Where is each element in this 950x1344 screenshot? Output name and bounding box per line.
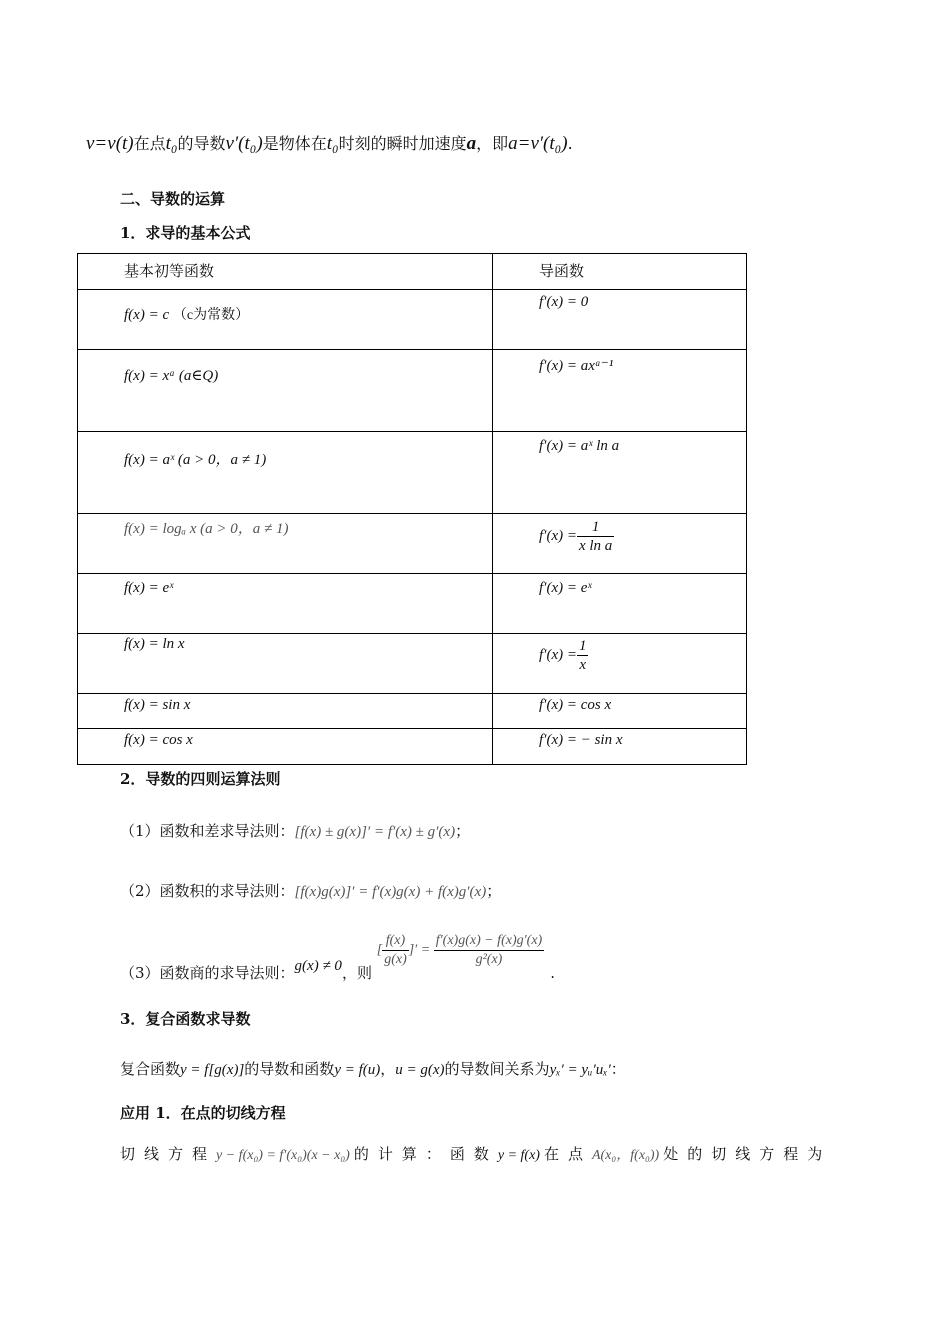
row-function: f(x) = logₐ x (a > 0，a ≠ 1) xyxy=(124,521,289,537)
comp-text-4: 的导数间关系为 xyxy=(444,1060,550,1078)
intro-expr-eq: a=v′(t₀) xyxy=(508,133,568,154)
rule1-label: （1）函数和差求导法则： xyxy=(120,822,295,840)
composite-derivative-line xyxy=(120,1058,626,1079)
rule-sum-difference xyxy=(120,820,470,841)
intro-text-6: . xyxy=(567,134,573,153)
rule2-end: ； xyxy=(486,882,502,900)
table-row xyxy=(78,729,747,765)
intro-text-4: 时刻的瞬时加速度 xyxy=(338,134,467,153)
comp-text-2: 的导数和函数 xyxy=(244,1060,335,1078)
comp-expr-3: u = g(x) xyxy=(395,1062,445,1078)
subsection-basic-formulas: 1．求导的基本公式 xyxy=(120,224,251,242)
intro-text-3: 是物体在 xyxy=(262,134,327,153)
intro-expr-t0b: t₀ xyxy=(326,133,339,154)
rule3-lhs-fraction: $\frac{f(x)}{g(x)}$ xyxy=(384,933,407,967)
rule3-end: . xyxy=(550,964,555,982)
comp-end: ： xyxy=(610,1060,626,1078)
comp-expr-1: y = f[g(x)] xyxy=(180,1062,245,1078)
rule-quotient xyxy=(120,932,555,983)
intro-expr-vprime: v′(t₀) xyxy=(225,133,263,154)
rule-product xyxy=(120,880,501,901)
table-row xyxy=(78,634,747,694)
header-derivative: 导函数 xyxy=(539,262,585,280)
row-function: f(x) = eˣ xyxy=(124,580,174,596)
rule1-end: ； xyxy=(455,822,471,840)
table-row xyxy=(78,350,747,432)
rule2-label: （2）函数积的求导法则： xyxy=(120,882,295,900)
comp-text-1: 复合函数 xyxy=(120,1060,181,1078)
row-derivative: f′(x) = eˣ xyxy=(539,580,592,596)
row-function: f(x) = cos x xyxy=(124,732,193,748)
tangent-line-paragraph xyxy=(120,1143,831,1164)
intro-expr-a: a xyxy=(466,133,477,154)
table-header-cell xyxy=(78,254,493,290)
tangent-text-3: 在点 xyxy=(543,1145,592,1163)
row-derivative: f′(x) = aˣ ln a xyxy=(539,438,620,454)
derivative-formula-table xyxy=(77,253,747,765)
tangent-text-2: 的计算：函数 xyxy=(353,1145,498,1163)
rule3-label: （3）函数商的求导法则： xyxy=(120,964,295,982)
derivative-fraction: $\frac{1}{\text{x ln a}}$ xyxy=(578,519,613,554)
row-derivative: f′(x) = axᵃ⁻¹ xyxy=(539,358,614,374)
tangent-expr-2: y = f(x) xyxy=(497,1148,540,1163)
row-derivative: f′(x) = 0 xyxy=(539,294,589,310)
table-header-row xyxy=(78,254,747,290)
table-row xyxy=(78,432,747,514)
header-basic-function: 基本初等函数 xyxy=(124,262,215,280)
comp-text-3: ， xyxy=(380,1060,396,1078)
intro-line xyxy=(86,131,573,155)
intro-expr-t0: t₀ xyxy=(165,133,178,154)
rule3-then: ，则 xyxy=(341,964,372,982)
table-row xyxy=(78,290,747,350)
table-header-cell xyxy=(493,254,747,290)
row-function: f(x) = sin x xyxy=(124,697,191,713)
subsection-composite: 3．复合函数求导数 xyxy=(120,1010,251,1028)
section-title: 二、导数的运算 xyxy=(120,190,226,208)
rule1-expression: [f(x) ± g(x)]′ = f′(x) ± g′(x) xyxy=(294,824,456,840)
rule3-condition: g(x) ≠ 0 xyxy=(294,958,342,974)
tangent-text-1: 切线方程 xyxy=(120,1145,217,1163)
row-derivative: f′(x) = $\frac{1}{\text{x ln a}}$ xyxy=(539,519,613,554)
tangent-expr-1: y − f(x₀) = f′(x₀)(x − x₀) xyxy=(216,1148,350,1163)
row-function-note: （c为常数） xyxy=(172,308,250,323)
tangent-text-4: 处的切线方程为 xyxy=(663,1145,832,1163)
table-row xyxy=(78,514,747,574)
rule2-expression: [f(x)g(x)]′ = f′(x)g(x) + f(x)g′(x) xyxy=(294,884,487,900)
rule3-formula: [ $\frac{f(x)}{g(x)}$ ]′ = $\frac{f'(x)g(x) - f(x)g'(x)}{\text{g²(x)}}$ xyxy=(376,933,543,967)
row-derivative: f′(x) = − sin x xyxy=(539,732,623,748)
intro-expr-vt: v=v(t) xyxy=(86,133,134,154)
row-derivative: f′(x) = $\frac{1}{x}$ xyxy=(539,638,587,673)
subsection-arithmetic-rules: 2．导数的四则运算法则 xyxy=(120,770,281,788)
rule3-rhs-fraction: $\frac{f'(x)g(x) - f(x)g'(x)}{\text{g²(x)}}$ xyxy=(435,933,543,967)
intro-text-2: 的导数 xyxy=(177,134,226,153)
table-row xyxy=(78,694,747,729)
table-row xyxy=(78,574,747,634)
row-function: f(x) = aˣ (a > 0，a ≠ 1) xyxy=(124,452,267,468)
comp-expr-4: yₓ′ = yᵤ′uₓ′ xyxy=(549,1062,611,1078)
row-function: f(x) = c （c为常数） xyxy=(124,307,250,323)
derivative-fraction: $\frac{1}{x}$ xyxy=(578,638,587,673)
tangent-expr-3: A(x₀，f(x₀)) xyxy=(591,1148,660,1163)
row-derivative: f′(x) = cos x xyxy=(539,697,612,713)
intro-text-1: 在点 xyxy=(133,134,166,153)
comp-expr-2: y = f(u) xyxy=(334,1062,381,1078)
application-title: 应用 1．在点的切线方程 xyxy=(120,1104,286,1122)
row-function: f(x) = xᵃ (a∈Q) xyxy=(124,368,219,384)
intro-text-5: ，即 xyxy=(476,134,509,153)
row-function: f(x) = ln x xyxy=(124,636,185,652)
